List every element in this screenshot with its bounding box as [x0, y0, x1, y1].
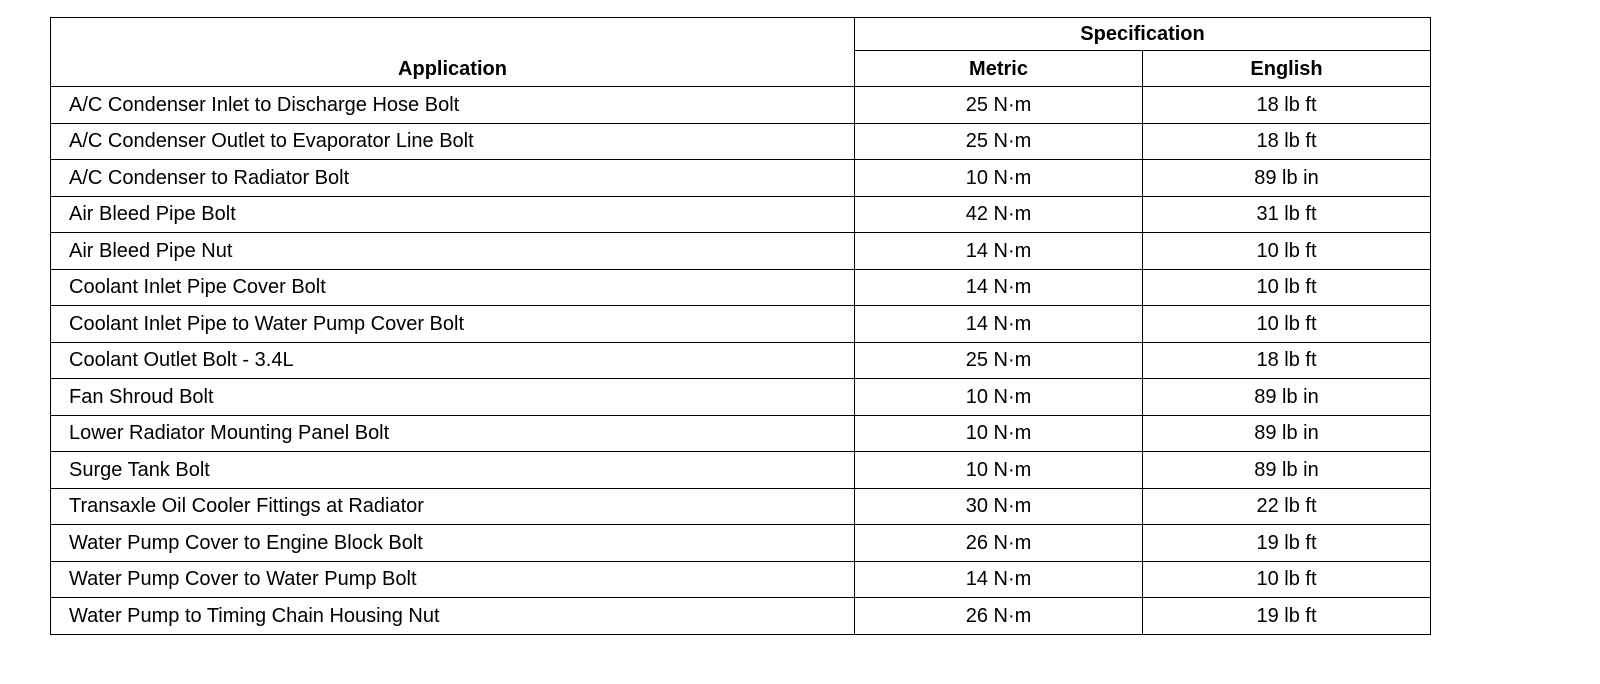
- cell-metric: 25 N·m: [855, 123, 1143, 160]
- cell-application: A/C Condenser to Radiator Bolt: [51, 160, 855, 197]
- cell-application: Water Pump Cover to Water Pump Bolt: [51, 561, 855, 598]
- table-row: [51, 306, 1431, 343]
- cell-metric: 30 N·m: [855, 488, 1143, 525]
- cell-english: 22 lb ft: [1143, 488, 1431, 525]
- table-row: [51, 233, 1431, 270]
- cell-english: 10 lb ft: [1143, 233, 1431, 270]
- header-metric: Metric: [855, 51, 1143, 87]
- cell-english: 89 lb in: [1143, 415, 1431, 452]
- cell-english: 10 lb ft: [1143, 561, 1431, 598]
- cell-english: 18 lb ft: [1143, 87, 1431, 124]
- header-specification: Specification: [855, 18, 1431, 51]
- cell-application: Water Pump to Timing Chain Housing Nut: [51, 598, 855, 635]
- table-row: [51, 598, 1431, 635]
- cell-application: Water Pump Cover to Engine Block Bolt: [51, 525, 855, 562]
- cell-metric: 10 N·m: [855, 415, 1143, 452]
- table-row: [51, 160, 1431, 197]
- cell-metric: 14 N·m: [855, 561, 1143, 598]
- cell-application: A/C Condenser Inlet to Discharge Hose Bolt: [51, 87, 855, 124]
- cell-metric: 14 N·m: [855, 306, 1143, 343]
- cell-application: Air Bleed Pipe Nut: [51, 233, 855, 270]
- header-application: Application: [51, 18, 855, 87]
- cell-english: 89 lb in: [1143, 379, 1431, 416]
- cell-metric: 25 N·m: [855, 342, 1143, 379]
- cell-metric: 14 N·m: [855, 233, 1143, 270]
- cell-english: 31 lb ft: [1143, 196, 1431, 233]
- cell-application: Coolant Outlet Bolt - 3.4L: [51, 342, 855, 379]
- table-row: [51, 269, 1431, 306]
- cell-metric: 10 N·m: [855, 160, 1143, 197]
- table-header: [51, 18, 1431, 87]
- table-row: [51, 488, 1431, 525]
- cell-metric: 14 N·m: [855, 269, 1143, 306]
- cell-english: 19 lb ft: [1143, 598, 1431, 635]
- table-body: [51, 87, 1431, 635]
- cell-metric: 26 N·m: [855, 598, 1143, 635]
- table-row: [51, 342, 1431, 379]
- cell-english: 89 lb in: [1143, 452, 1431, 489]
- cell-english: 89 lb in: [1143, 160, 1431, 197]
- torque-spec-table: [50, 17, 1431, 635]
- cell-application: Lower Radiator Mounting Panel Bolt: [51, 415, 855, 452]
- cell-metric: 10 N·m: [855, 379, 1143, 416]
- table-row: [51, 123, 1431, 160]
- cell-english: 18 lb ft: [1143, 342, 1431, 379]
- table-row: [51, 561, 1431, 598]
- cell-application: A/C Condenser Outlet to Evaporator Line Bolt: [51, 123, 855, 160]
- cell-metric: 10 N·m: [855, 452, 1143, 489]
- table-row: [51, 379, 1431, 416]
- table-row: [51, 87, 1431, 124]
- cell-application: Coolant Inlet Pipe Cover Bolt: [51, 269, 855, 306]
- cell-english: 19 lb ft: [1143, 525, 1431, 562]
- cell-english: 18 lb ft: [1143, 123, 1431, 160]
- cell-application: Coolant Inlet Pipe to Water Pump Cover Bolt: [51, 306, 855, 343]
- table-row: [51, 525, 1431, 562]
- cell-metric: 42 N·m: [855, 196, 1143, 233]
- cell-application: Transaxle Oil Cooler Fittings at Radiator: [51, 488, 855, 525]
- cell-metric: 26 N·m: [855, 525, 1143, 562]
- cell-application: Fan Shroud Bolt: [51, 379, 855, 416]
- cell-english: 10 lb ft: [1143, 269, 1431, 306]
- table-row: [51, 452, 1431, 489]
- cell-metric: 25 N·m: [855, 87, 1143, 124]
- cell-application: Air Bleed Pipe Bolt: [51, 196, 855, 233]
- cell-english: 10 lb ft: [1143, 306, 1431, 343]
- table-row: [51, 415, 1431, 452]
- cell-application: Surge Tank Bolt: [51, 452, 855, 489]
- header-english: English: [1143, 51, 1431, 87]
- table-row: [51, 196, 1431, 233]
